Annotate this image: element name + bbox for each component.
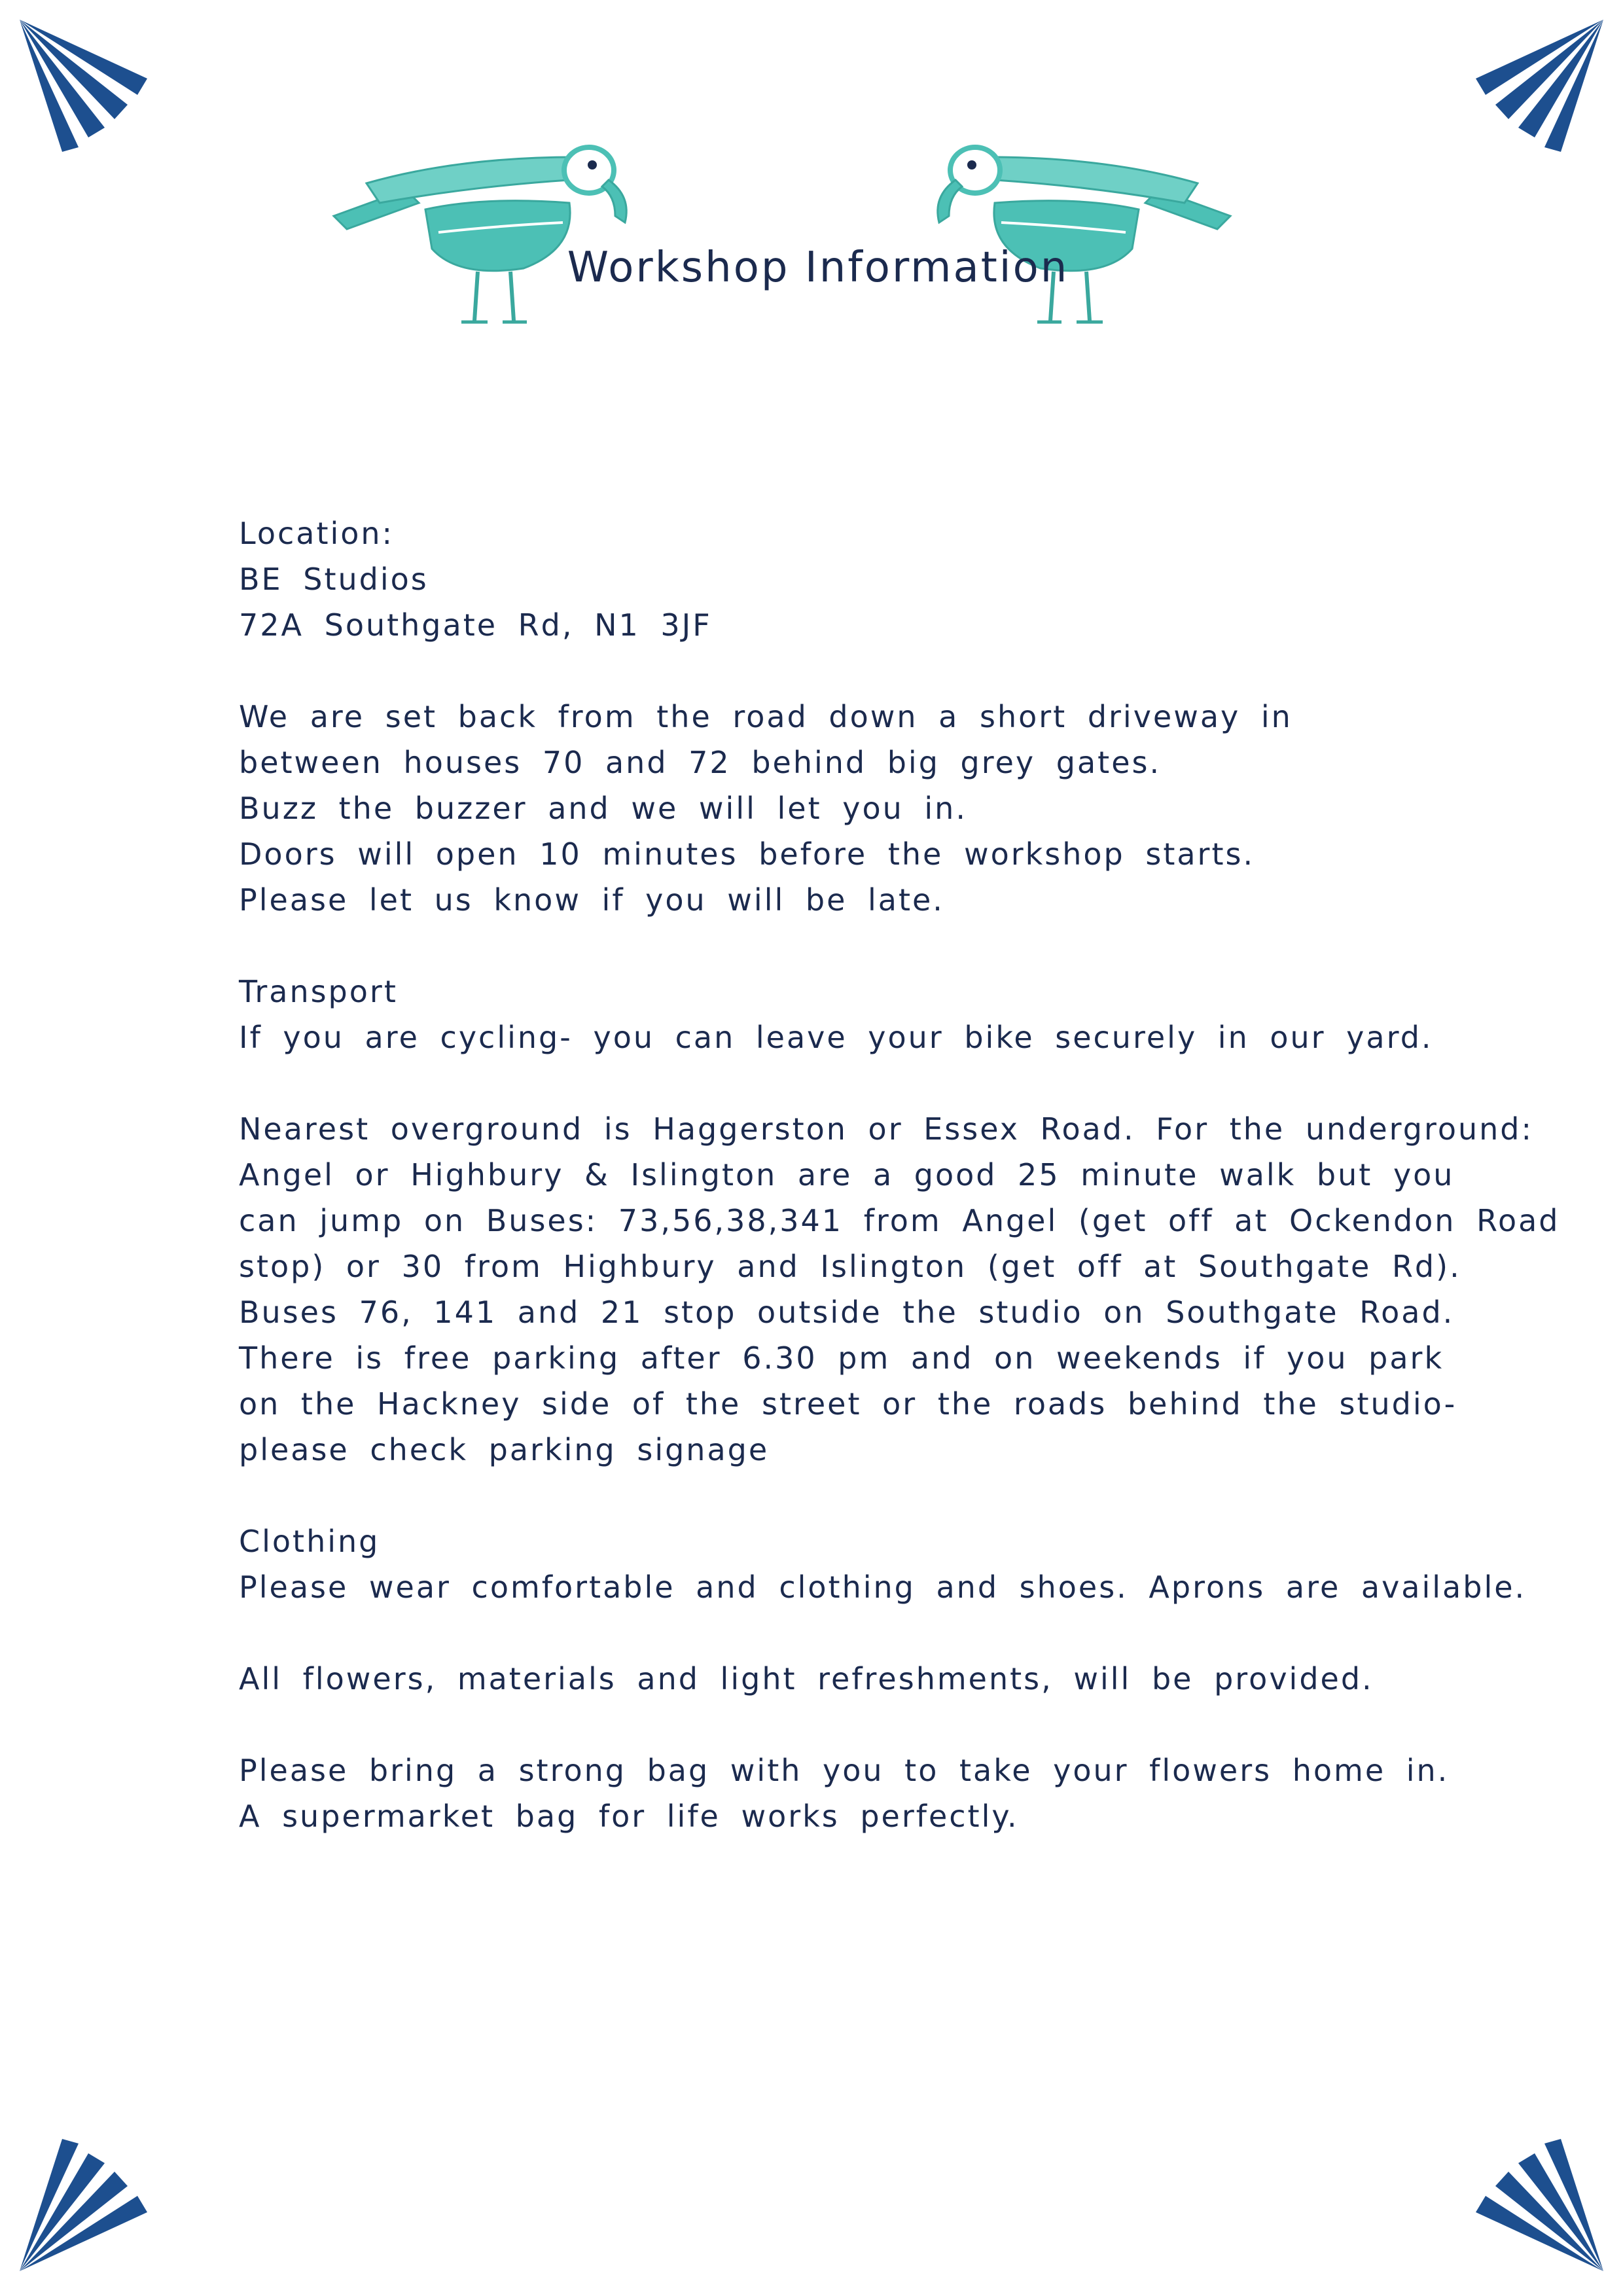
corner-fan-bottom-left-icon [13, 2134, 157, 2278]
directions-line: Please let us know if you will be late. [239, 882, 944, 918]
corner-fan-bottom-right-icon [1466, 2134, 1610, 2278]
venue-name: BE Studios [239, 562, 429, 597]
corner-fan-top-right-icon [1466, 13, 1610, 157]
transport-line: stop) or 30 from Highbury and Islington (get off at Southgate Rd). [239, 1249, 1461, 1284]
transport-line: please check parking signage [239, 1432, 770, 1467]
transport-line: Buses 76, 141 and 21 stop outside the studio on Southgate Road. [239, 1295, 1455, 1330]
transport-line: on the Hackney side of the street or the roads behind the studio- [239, 1386, 1457, 1422]
provided-text: All flowers, materials and light refreshments, will be provided. [239, 1661, 1374, 1696]
bring-line: A supermarket bag for life works perfectly. [239, 1799, 1019, 1834]
page-title: Workshop Information [567, 243, 1069, 292]
venue-address: 72A Southgate Rd, N1 3JF [239, 607, 712, 643]
directions-line: Doors will open 10 minutes before the workshop starts. [239, 836, 1255, 872]
transport-line: Nearest overground is Haggerston or Essex Road. For the underground: [239, 1111, 1534, 1147]
info-body [239, 511, 1560, 1839]
clothing-text: Please wear comfortable and clothing and shoes. Aprons are available. [239, 1570, 1527, 1605]
bring-line: Please bring a strong bag with you to take your flowers home in. [239, 1753, 1450, 1788]
location-heading: Location: [239, 516, 395, 551]
directions-line: We are set back from the road down a short driveway in [239, 699, 1293, 734]
transport-heading: Transport [239, 974, 398, 1009]
transport-line: can jump on Buses: 73,56,38,341 from Angel (get off at Ockendon Road [239, 1203, 1560, 1238]
corner-fan-top-left-icon [13, 13, 157, 157]
bird-left-icon [327, 118, 654, 327]
transport-line: Angel or Highbury & Islington are a good 25 minute walk but you [239, 1157, 1455, 1193]
transport-line: There is free parking after 6.30 pm and on weekends if you park [239, 1340, 1444, 1376]
directions-line: between houses 70 and 72 behind big grey gates. [239, 745, 1162, 780]
clothing-heading: Clothing [239, 1524, 380, 1559]
bird-right-icon [910, 118, 1237, 327]
directions-line: Buzz the buzzer and we will let you in. [239, 791, 967, 826]
cycling-note: If you are cycling- you can leave your bike securely in our yard. [239, 1020, 1433, 1055]
